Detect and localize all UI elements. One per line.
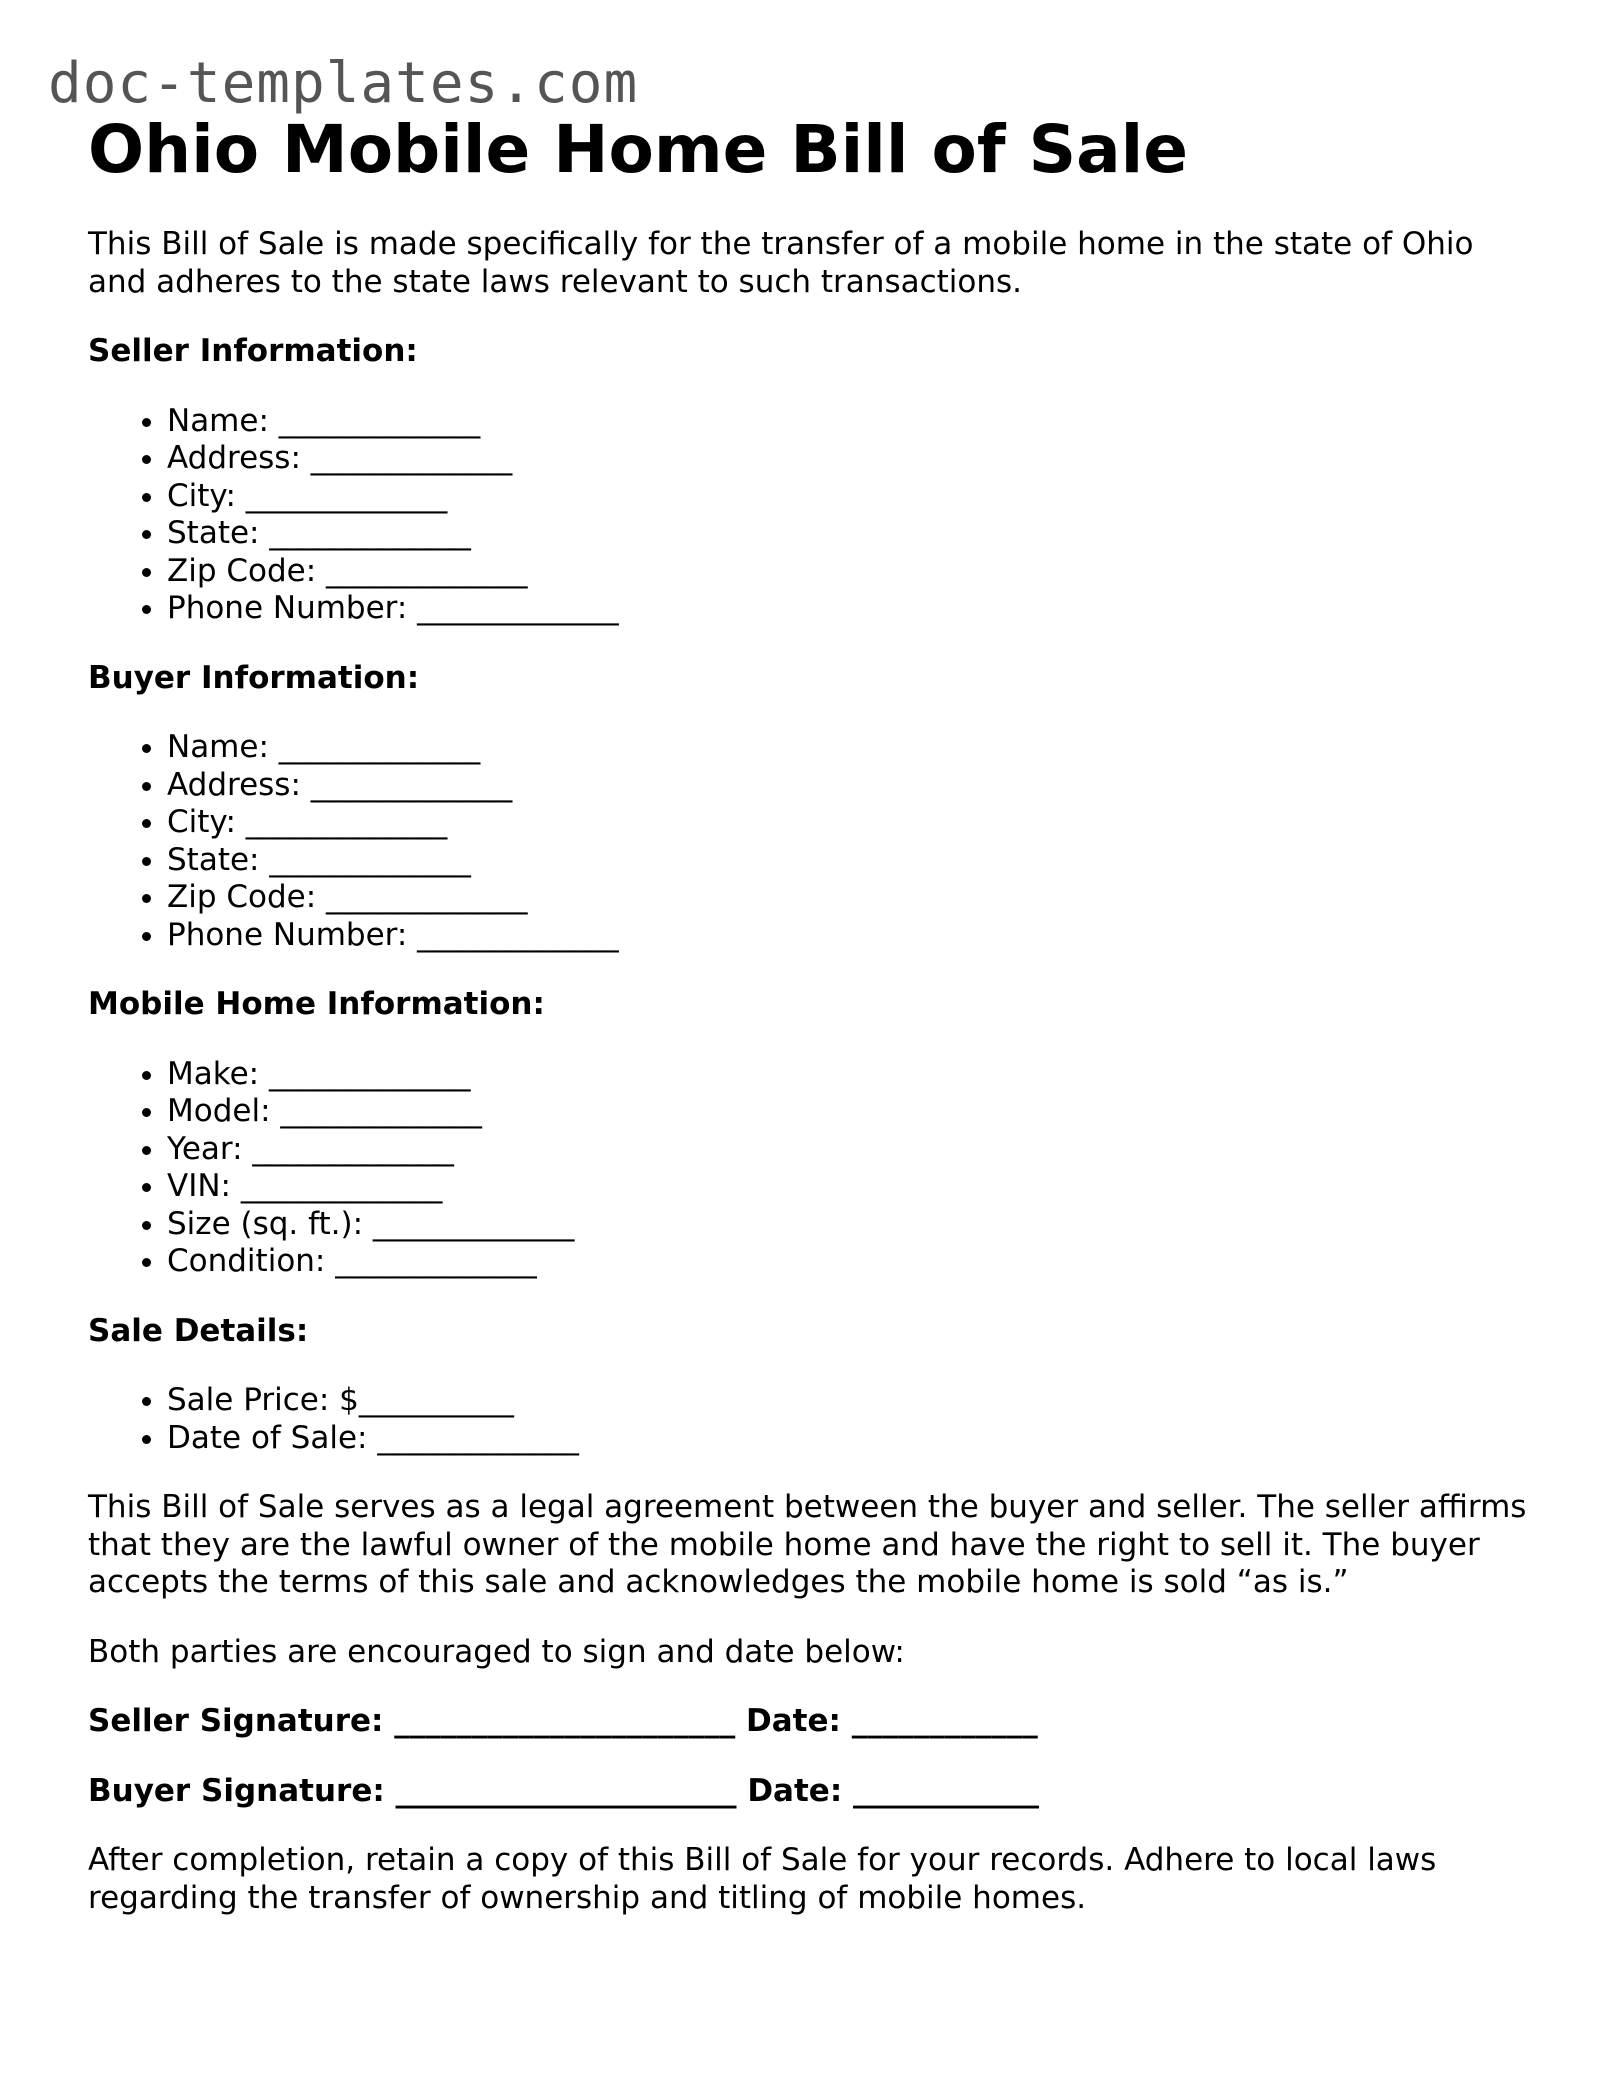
- home-size-field[interactable]: • Size (sq. ft.): _____________: [167, 1206, 1528, 1244]
- seller-state-field[interactable]: • State: _____________: [167, 515, 1528, 553]
- buyer-signature-line[interactable]: Buyer Signature: ______________________ Date: ____________: [88, 1772, 1040, 1809]
- seller-city-field[interactable]: • City: _____________: [167, 478, 1528, 516]
- seller-name-field[interactable]: • Name: _____________: [167, 403, 1528, 441]
- home-condition-field[interactable]: • Condition: _____________: [167, 1243, 1528, 1281]
- sale-details-heading: Sale Details:: [88, 1312, 309, 1349]
- mobile-home-section-heading: Mobile Home Information:: [88, 986, 545, 1022]
- buyer-state-field[interactable]: • State: _____________: [167, 842, 1528, 880]
- sign-instruction: Both parties are encouraged to sign and date below:: [88, 1633, 905, 1670]
- buyer-info-list: [88, 729, 1528, 954]
- seller-zip-field[interactable]: • Zip Code: _____________: [167, 553, 1528, 591]
- mobile-home-info-list: [88, 1056, 1528, 1281]
- home-model-field[interactable]: • Model: _____________: [167, 1093, 1528, 1131]
- document-title: Ohio Mobile Home Bill of Sale: [88, 111, 1189, 188]
- seller-info-list: [88, 403, 1528, 628]
- home-make-field[interactable]: • Make: _____________: [167, 1056, 1528, 1094]
- closing-paragraph: After completion, retain a copy of this Bill of Sale for your records. Adhere to local laws regarding the transfer of ownership and titling of mobile homes.: [88, 1842, 1437, 1916]
- sale-price-field[interactable]: • Sale Price: $__________: [167, 1382, 1528, 1420]
- seller-signature-line[interactable]: Seller Signature: ______________________ Date: ____________: [88, 1703, 1038, 1739]
- home-vin-field[interactable]: • VIN: _____________: [167, 1168, 1528, 1206]
- watermark-logo: doc-templates.com: [48, 51, 639, 116]
- sale-details-list: [88, 1382, 1528, 1457]
- buyer-section-heading: Buyer Information:: [88, 659, 420, 696]
- buyer-phone-field[interactable]: • Phone Number: _____________: [167, 917, 1528, 955]
- sale-date-field[interactable]: • Date of Sale: _____________: [167, 1420, 1528, 1458]
- intro-paragraph: This Bill of Sale is made specifically for the transfer of a mobile home in the state of Ohio and adheres to the state laws relevant to such transactions.: [88, 226, 1474, 300]
- seller-address-field[interactable]: • Address: _____________: [167, 440, 1528, 478]
- buyer-address-field[interactable]: • Address: _____________: [167, 767, 1528, 805]
- buyer-name-field[interactable]: • Name: _____________: [167, 729, 1528, 767]
- buyer-zip-field[interactable]: • Zip Code: _____________: [167, 879, 1528, 917]
- seller-phone-field[interactable]: • Phone Number: _____________: [167, 590, 1528, 628]
- home-year-field[interactable]: • Year: _____________: [167, 1131, 1528, 1169]
- buyer-city-field[interactable]: • City: _____________: [167, 804, 1528, 842]
- document-page: [88, 110, 1528, 1917]
- seller-section-heading: Seller Information:: [88, 333, 418, 369]
- agreement-paragraph: This Bill of Sale serves as a legal agreement between the buyer and seller. The seller affirms that they are the lawful owner of the mobile home and have the right to sell it. The buyer accepts the terms of this sale and acknowledges the mobile home is sold “as is.”: [88, 1489, 1527, 1600]
